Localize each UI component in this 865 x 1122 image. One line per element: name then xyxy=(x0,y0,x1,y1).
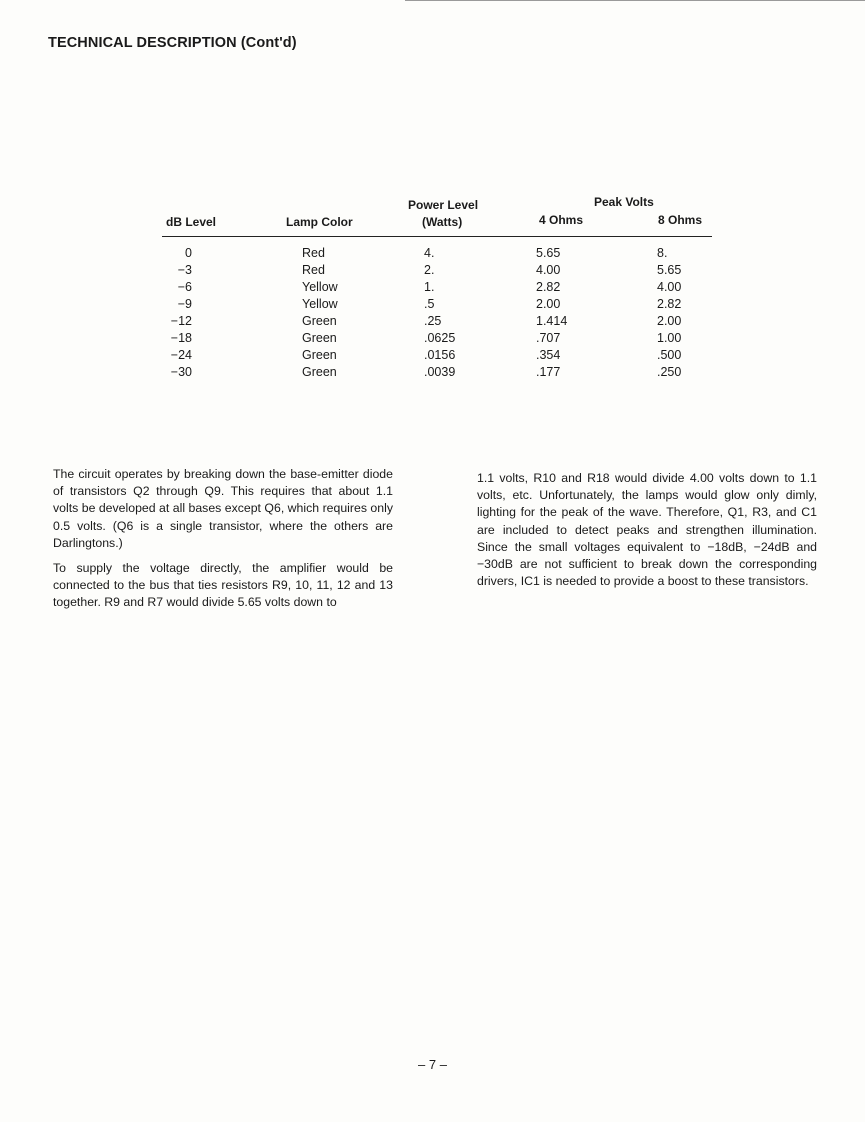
cell-8-ohms: 5.65 xyxy=(657,263,682,277)
cell-lamp: Red xyxy=(302,246,325,260)
cell-power: 1. xyxy=(424,280,435,294)
cell-db: −9 xyxy=(177,297,192,311)
cell-power: .25 xyxy=(424,314,442,328)
header-peak-volts: Peak Volts xyxy=(594,195,654,209)
cell-db: −24 xyxy=(170,348,192,362)
header-8-ohms: 8 Ohms xyxy=(658,213,703,227)
cell-lamp: Yellow xyxy=(302,297,338,311)
top-border-line xyxy=(405,0,865,1)
cell-4-ohms: .707 xyxy=(536,331,561,345)
table-row xyxy=(162,365,712,382)
body-paragraph-left-1: The circuit operates by breaking down the base-emitter diode of transistors Q2 through Q9. This requires that about 1.1 volts be developed at all bases except Q6, which requires only 0.5 volts. (Q6 is a single transistor, where the others are Darlingtons.) xyxy=(53,467,393,550)
cell-8-ohms: 4.00 xyxy=(657,280,682,294)
cell-lamp: Red xyxy=(302,263,325,277)
table-row xyxy=(162,246,712,263)
cell-power: .5 xyxy=(424,297,435,311)
page-heading: TECHNICAL DESCRIPTION (Cont'd) xyxy=(48,35,297,51)
cell-4-ohms: .354 xyxy=(536,348,561,362)
table-row xyxy=(162,263,712,280)
cell-db: −6 xyxy=(177,280,192,294)
header-4-ohms: 4 Ohms xyxy=(539,213,584,227)
cell-db: −18 xyxy=(170,331,192,345)
table-body xyxy=(162,246,712,382)
cell-8-ohms: 2.00 xyxy=(657,314,682,328)
cell-power: .0039 xyxy=(424,365,456,379)
cell-lamp: Green xyxy=(302,365,337,379)
cell-4-ohms: 5.65 xyxy=(536,246,561,260)
cell-8-ohms: .500 xyxy=(657,348,682,362)
cell-8-ohms: 2.82 xyxy=(657,297,682,311)
cell-8-ohms: 1.00 xyxy=(657,331,682,345)
header-rule xyxy=(162,236,712,237)
cell-lamp: Green xyxy=(302,314,337,328)
cell-db: −30 xyxy=(170,365,192,379)
table-row xyxy=(162,297,712,314)
header-lamp-color: Lamp Color xyxy=(286,215,353,229)
cell-power: 4. xyxy=(424,246,435,260)
table-row xyxy=(162,280,712,297)
cell-db: −12 xyxy=(170,314,192,328)
table-row xyxy=(162,314,712,331)
cell-4-ohms: .177 xyxy=(536,365,561,379)
cell-4-ohms: 1.414 xyxy=(536,314,568,328)
header-power-unit: (Watts) xyxy=(422,215,463,229)
cell-db: 0 xyxy=(185,246,192,260)
table-row xyxy=(162,348,712,365)
body-paragraph-right: 1.1 volts, R10 and R18 would divide 4.00 volts down to 1.1 volts, etc. Unfortunately, the lamps would glow only dimly, lighting for the peak of the wave. Therefore, Q1, R3, and C1 are included to detect peaks and strengthen illumination. Since the small voltages equivalent to −18dB, −24dB and −30dB are not sufficient to break down the corresponding drivers, IC1 is needed to provide a boost to these transistors. xyxy=(477,471,817,589)
cell-4-ohms: 2.00 xyxy=(536,297,561,311)
header-power-level: Power Level xyxy=(408,198,479,212)
cell-lamp: Yellow xyxy=(302,280,338,294)
cell-power: 2. xyxy=(424,263,435,277)
cell-lamp: Green xyxy=(302,331,337,345)
cell-4-ohms: 4.00 xyxy=(536,263,561,277)
body-paragraph-left-2: To supply the voltage directly, the amplifier would be connected to the bus that ties resistors R9, 10, 11, 12 and 13 together. R9 and R7 would divide 5.65 volts down to xyxy=(53,561,393,610)
cell-4-ohms: 2.82 xyxy=(536,280,561,294)
table-row xyxy=(162,331,712,348)
cell-power: .0625 xyxy=(424,331,456,345)
cell-8-ohms: 8. xyxy=(657,246,668,260)
cell-lamp: Green xyxy=(302,348,337,362)
page-number: – 7 – xyxy=(418,1057,447,1072)
cell-power: .0156 xyxy=(424,348,456,362)
cell-8-ohms: .250 xyxy=(657,365,682,379)
cell-db: −3 xyxy=(177,263,192,277)
header-db-level: dB Level xyxy=(166,215,217,229)
